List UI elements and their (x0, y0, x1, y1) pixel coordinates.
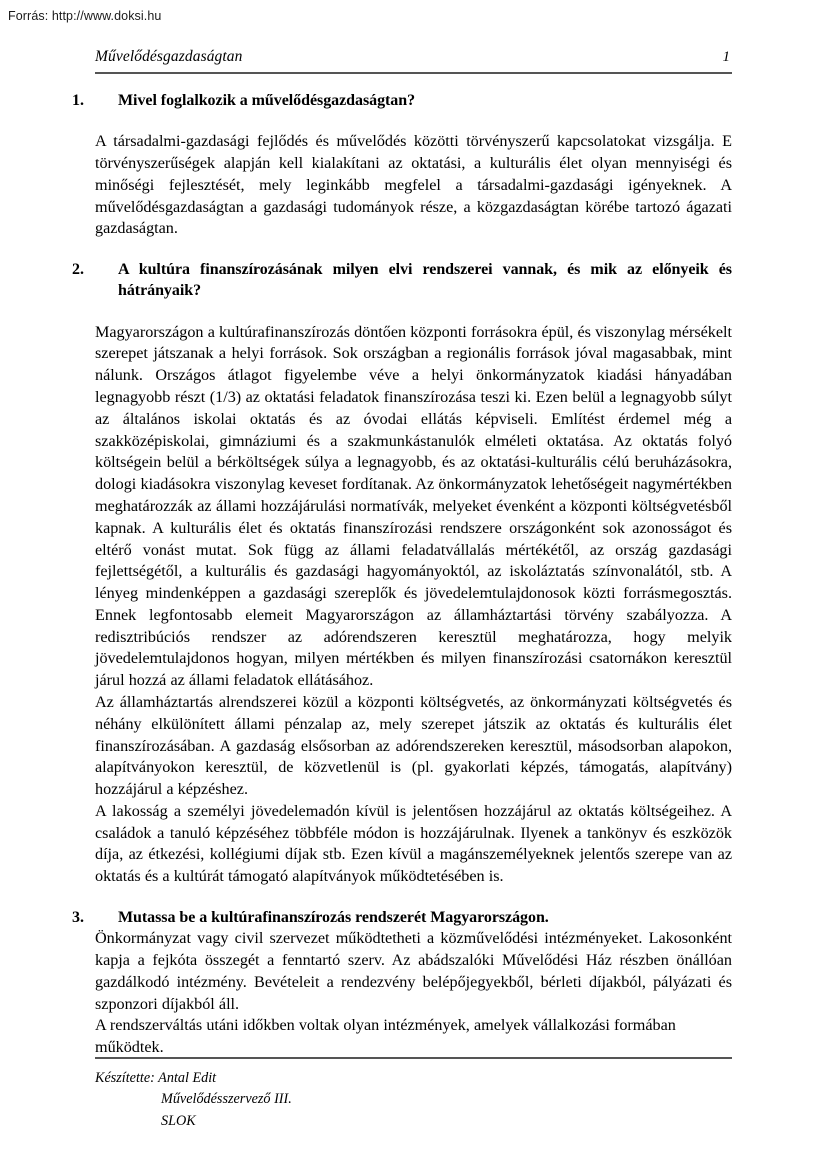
header-divider (95, 72, 732, 74)
footer-divider (95, 1057, 732, 1059)
footer-line-institution: SLOK (161, 1112, 196, 1129)
question-2-paragraph-3: A lakosság a személyi jövedelemadón kívül is jelentősen hozzájárul az oktatás költségeihez. A családok a tanuló képzéséhez többféle módon is hozzájárulnak. Ilyenek a tankönyv és eszközök díja, az étkezési, kollégiumi díjak stb. Ezen kívül a magánszemélyeknek jelentős szerepe van az oktatás és a kultúrát támogató alapítványok működtetésében is. (95, 801, 732, 886)
question-3-heading-text: Mutassa be a kultúrafinanszírozás rendszerét Magyarországon. (118, 909, 549, 927)
document-body (72, 90, 732, 1059)
question-1-paragraph: A társadalmi-gazdasági fejlődés és művelődés közötti törvényszerű kapcsolatokat vizsgálja. E törvényszerűségek alapján kell kialakítani az oktatási, a kulturális élet olyan mennyiségi és minőségi fejlesztését, mely leginkább megfelel a társadalmi-gazdasági igényeknek. A művelődésgazdaságtan a gazdasági tudományok része, a közgazdaságtan körébe tartozó ágazati gazdaságtan. (95, 132, 732, 238)
question-2-heading-text: A kultúra finanszírozásának milyen elvi rendszerei vannak, és mik az előnyeik és hátrányaik? (118, 261, 732, 300)
footer-line-author: Készítette: Antal Edit (95, 1070, 217, 1086)
question-2-paragraph-2: Az államháztartás alrendszerei közül a központi költségvetés, az önkormányzati költségvetés és néhány elkülönített állami pénzalap az, mely szerepet játszik az oktatás és kulturális élet finanszírozásában. A gazdaság elsősorban az adórendszereken keresztül, másodsorban alapokon, alapítványokon keresztül, de közvetlenül is (pl. gyakorlati képzés, támogatás, alapítvány) hozzájárul a képzéshez. (95, 692, 732, 799)
spacer (95, 111, 732, 131)
running-head (95, 48, 732, 66)
question-3-paragraph-2: A rendszerváltás utáni időkben voltak olyan intézmények, amelyek vállalkozási formában működtek. (95, 1016, 676, 1057)
spacer (95, 888, 732, 907)
question-2-paragraph-1: Magyarországon a kultúrafinanszírozás döntően központi forrásokra épül, és viszonylag mérsékelt szerepet játszanak a helyi források. Sok országban a regionális források jóval magasabbak, mint nálunk. Országos átlagot figyelembe véve a helyi önkormányzatok kiadási hányadában legnagyobb részt (1/3) az oktatási feladatok finanszírozása teszi ki. Ezen belül a legnagyobb súlyt az általános iskolai oktatás és az óvodai ellátás képviseli. Említést érdemel még a szakközépiskolai, gimnáziumi és a szakmunkástanulók elméleti oktatása. Az oktatás folyó költségein belül a bérköltségek súlya a legnagyobb, és az oktatási-kulturális célú beruházásokra, dologi kiadásokra viszonylag keveset fordítanak. Az önkormányzatok lehetőségeit nagymértékben meghatározzák az állami hozzájárulási normatívák, melyeket évenként a központi költségvetésből kapnak. A kulturális élet és oktatás finanszírozási rendszere országonként sok azonosságot és eltérő vonást mutat. Sok függ az állami feladatvállalás mértékétől, az ország gazdasági fejlettségétől, a kulturális és gazdasági hagyományoktól, az iskoláztatás színvonalától, stb. A lényeg mindenképpen a gazdasági szereplők és jövedelemtulajdonosok közti forrásmegosztás. Ennek legfontosabb elemeit Magyarországon az államháztartási törvény szabályozza. A redisztribúciós rendszer az adórendszeren keresztül meghatározza, hogy melyik jövedelemtulajdonos hogyan, milyen mértékben és milyen finanszírozási csatornákon keresztül járul hozzá az állami feladatok ellátásához. (95, 322, 732, 690)
document-footer (95, 1068, 732, 1132)
spacer (95, 302, 732, 322)
page-number: 1 (722, 49, 730, 65)
running-head-title: Művelődésgazdaságtan (95, 48, 243, 65)
question-3-paragraph-1: Önkormányzat vagy civil szervezet működtetheti a közművelődési intézményeket. Lakosonként kapja a fejkóta összegét a fenntartó szerv. Az abádszalóki Művelődési Ház részben önállóan gazdálkodó intézmény. Bevételeit a rendezvény belépőjegyekből, bérleti díjakból, pályázati és szponzori díjakból áll. (95, 929, 732, 1013)
question-1-heading (72, 90, 732, 111)
footer-line-program: Művelődésszervező III. (161, 1091, 292, 1108)
question-2-heading (72, 259, 732, 302)
question-2-number: 2. (72, 261, 84, 279)
question-1-heading-text: Mivel foglalkozik a művelődésgazdaságtan? (118, 92, 416, 109)
question-3-heading (72, 907, 732, 928)
question-3-number: 3. (72, 909, 84, 927)
question-1-number: 1. (72, 92, 84, 109)
spacer (95, 240, 732, 259)
source-url-label: Forrás: http://www.doksi.hu (8, 9, 162, 23)
